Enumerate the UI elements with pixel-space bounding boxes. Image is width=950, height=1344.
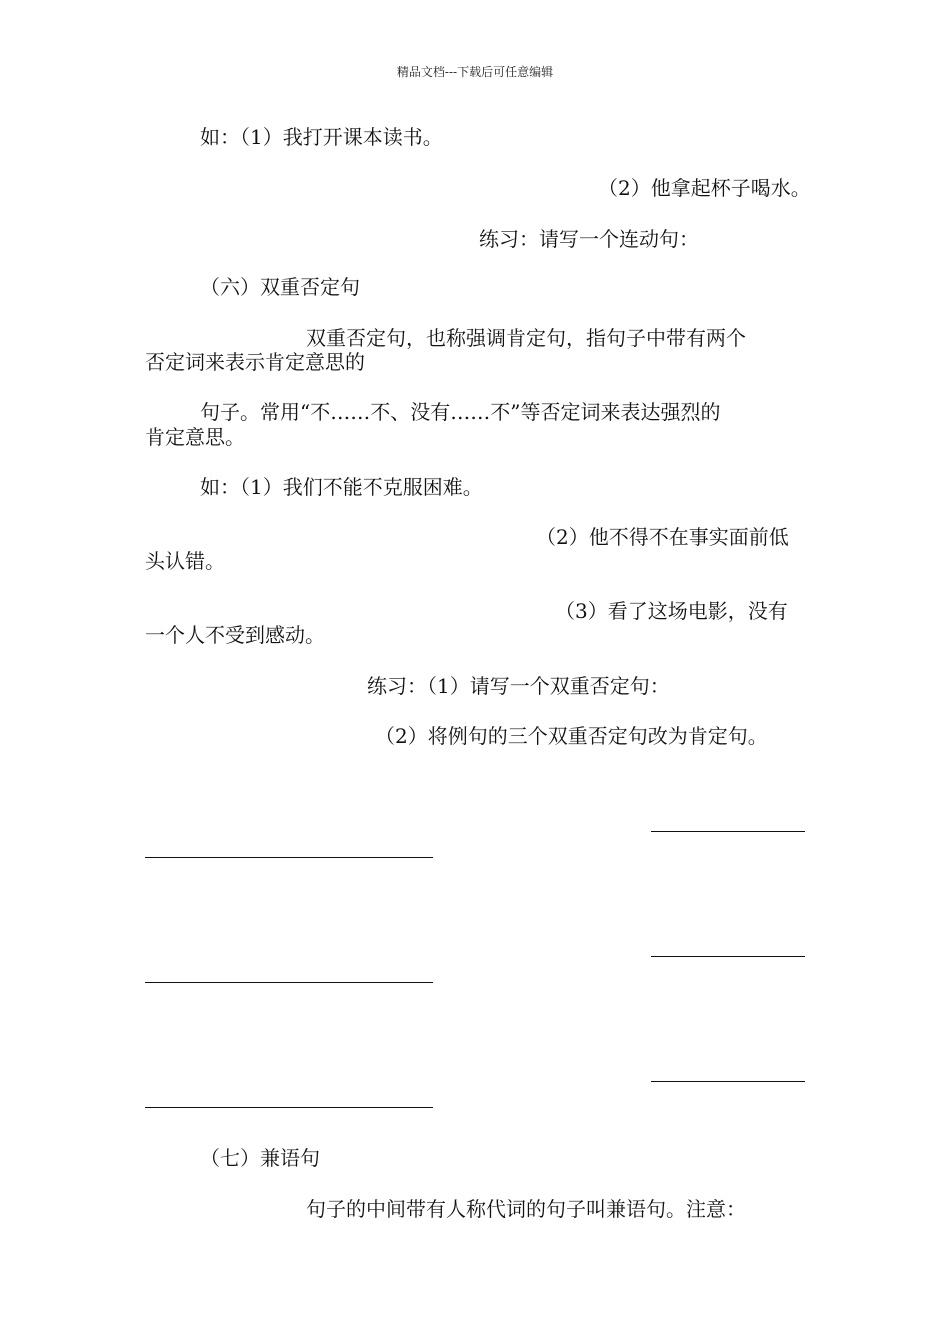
exercise-prompt: 练习：请写一个连动句： — [479, 227, 699, 251]
example-line: （2）他不得不在事实面前低 — [536, 525, 789, 549]
answer-line — [145, 1107, 433, 1108]
paragraph-line: 肯定意思。 — [145, 425, 245, 449]
section-heading: （六）双重否定句 — [200, 275, 360, 299]
example-line: （2）他拿起杯子喝水。 — [598, 176, 811, 200]
answer-line — [651, 956, 805, 957]
page-header: 精品文档---下载后可任意编辑 — [396, 65, 554, 79]
paragraph-line: 句子的中间带有人称代词的句子叫兼语句。注意： — [306, 1197, 746, 1221]
exercise-prompt: （2）将例句的三个双重否定句改为肯定句。 — [375, 724, 768, 748]
exercise-prompt: 练习：（1）请写一个双重否定句： — [367, 674, 670, 698]
answer-line — [145, 857, 433, 858]
answer-line — [651, 1081, 805, 1082]
example-line: 一个人不受到感动。 — [145, 623, 325, 647]
answer-line — [651, 831, 805, 832]
example-line: 如：（1）我们不能不克服困难。 — [200, 475, 483, 499]
answer-line — [145, 982, 433, 983]
example-line: （3）看了这场电影，没有 — [555, 599, 788, 623]
paragraph-line: 句子。常用“不……不、没有……不”等否定词来表达强烈的 — [200, 400, 721, 424]
paragraph-line: 双重否定句，也称强调肯定句，指句子中带有两个 — [306, 326, 746, 350]
example-line: 如：（1）我打开课本读书。 — [200, 125, 443, 149]
paragraph-line: 否定词来表示肯定意思的 — [145, 350, 365, 374]
example-line: 头认错。 — [145, 549, 225, 573]
section-heading: （七）兼语句 — [200, 1146, 320, 1170]
